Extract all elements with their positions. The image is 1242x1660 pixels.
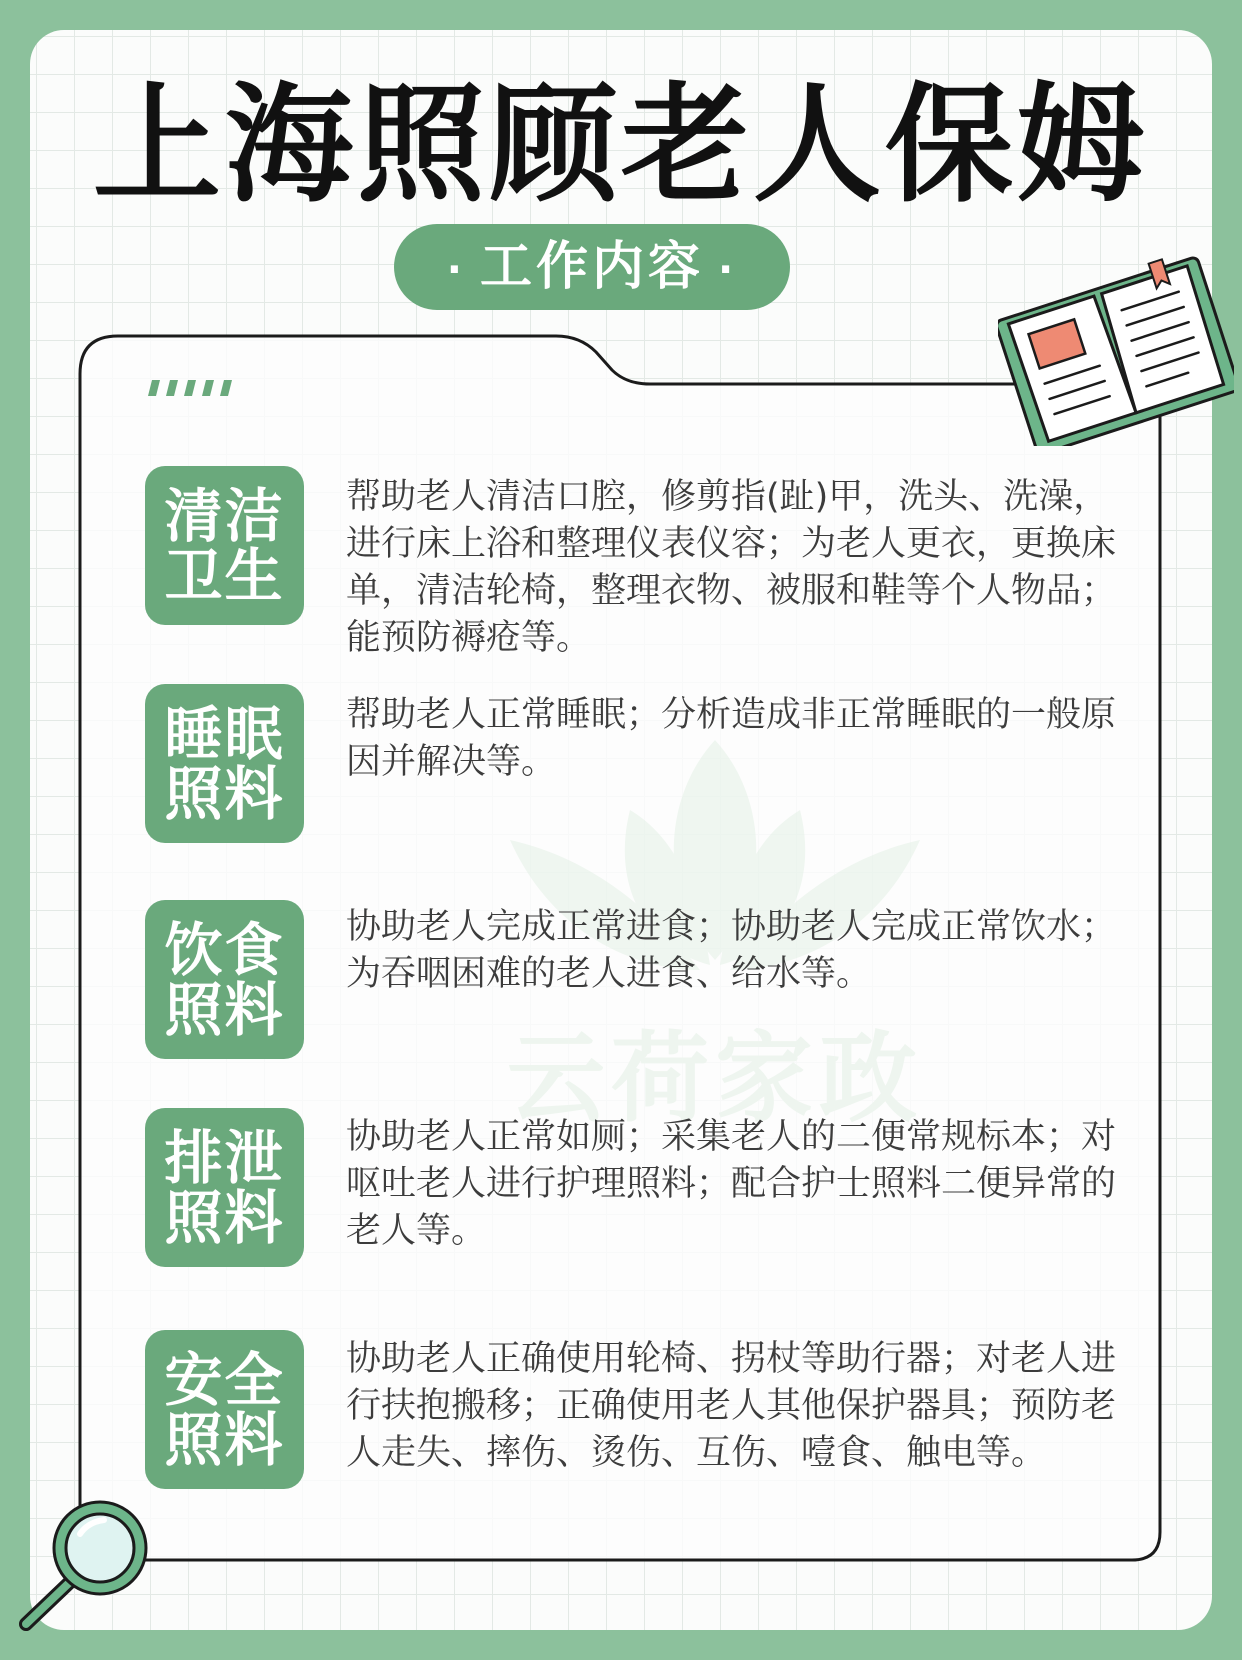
category-badge	[145, 1330, 304, 1489]
category-badge	[145, 1108, 304, 1267]
magnifier-icon	[14, 1496, 154, 1636]
badge-line-1: 饮食	[164, 915, 285, 984]
item-description: 协助老人正确使用轮椅、拐杖等助行器；对老人进行扶抱搬移；正确使用老人其他保护器具；预防老人走失、摔伤、烫伤、互伤、噎食、触电等。	[346, 1339, 1117, 1473]
badge-line-2: 照料	[164, 1183, 285, 1252]
item-description: 帮助老人正常睡眠；分析造成非正常睡眠的一般原因并解决等。	[346, 695, 1117, 782]
watermark-text: 云荷家政	[506, 1022, 923, 1136]
item-description: 协助老人正常如厕；采集老人的二便常规标本；对呕吐老人进行护理照料；配合护士照料二便异常的老人等。	[346, 1117, 1117, 1251]
category-badge	[145, 900, 304, 1059]
decorative-dashes	[148, 378, 244, 398]
badge-line-2: 照料	[164, 759, 285, 828]
category-badge	[145, 684, 304, 843]
badge-line-1: 清洁	[164, 481, 285, 550]
badge-line-2: 照料	[164, 975, 285, 1044]
badge-line-1: 睡眠	[164, 699, 285, 768]
page-title: 上海照顾老人保姆	[92, 71, 1149, 220]
badge-line-1: 排泄	[164, 1123, 285, 1192]
category-badge	[145, 466, 304, 625]
subtitle-dot-left: ·	[446, 247, 466, 293]
badge-line-2: 照料	[164, 1405, 285, 1474]
badge-line-2: 卫生	[164, 541, 285, 610]
subtitle-dot-right: ·	[718, 247, 738, 293]
item-description: 协助老人完成正常进食；协助老人完成正常饮水；为吞咽困难的老人进食、给水等。	[346, 907, 1117, 994]
item-description: 帮助老人清洁口腔，修剪指(趾)甲，洗头、洗澡，进行床上浴和整理仪表仪容；为老人更衣，更换床单，清洁轮椅，整理衣物、被服和鞋等个人物品；能预防褥疮等。	[346, 477, 1117, 658]
badge-line-1: 安全	[164, 1345, 285, 1414]
subtitle-text: 工作内容	[479, 237, 704, 297]
open-book-icon	[998, 256, 1234, 446]
